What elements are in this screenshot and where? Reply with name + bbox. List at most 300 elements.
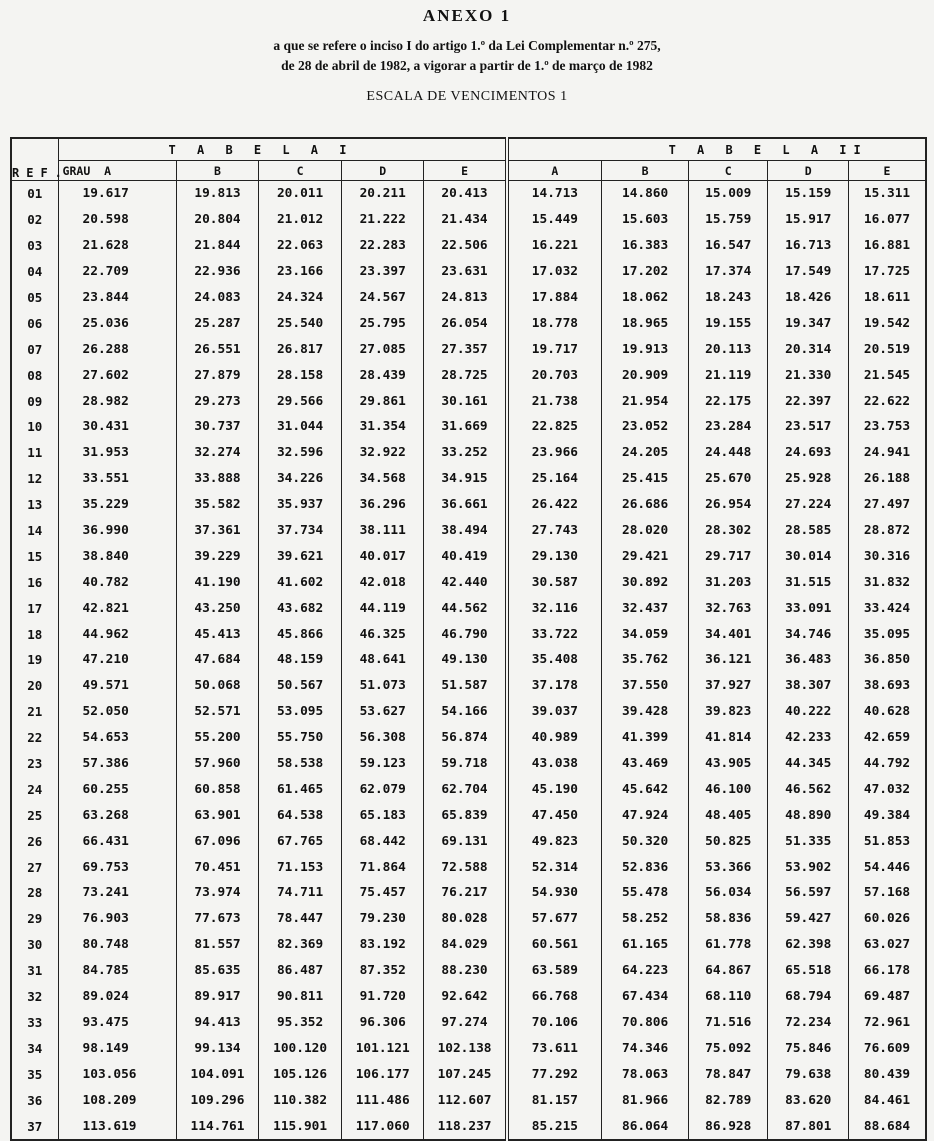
tabela-2-value-cell: 49.384 — [848, 802, 926, 828]
tabela-2-value-cell: 22.825 — [507, 414, 602, 440]
tabela-2-value-cell: 15.449 — [507, 207, 602, 233]
tabela-1-value-cell: 30.161 — [424, 388, 507, 414]
ref-cell: 02 — [11, 207, 58, 233]
tabela-2-value-cell: 61.165 — [602, 932, 689, 958]
tabela-2-value-cell: 54.446 — [848, 854, 926, 880]
tabela-1-value-cell: 109.296 — [176, 1087, 259, 1113]
tabela-1-value-cell: 65.839 — [424, 802, 507, 828]
tabela-2-value-cell: 68.110 — [689, 984, 768, 1010]
tabela-2-value-cell: 32.116 — [507, 595, 602, 621]
tabela-1-value-cell: 56.874 — [424, 725, 507, 751]
salary-table-container — [10, 137, 927, 1134]
tabela-2-value-cell: 17.725 — [848, 259, 926, 285]
grade-e-header: E — [424, 161, 507, 181]
tabela-1-value-cell: 106.177 — [341, 1061, 424, 1087]
tabela-2-value-cell: 18.062 — [602, 285, 689, 311]
tabela-2-value-cell: 29.717 — [689, 543, 768, 569]
tabela-2-value-cell: 33.424 — [848, 595, 926, 621]
ref-cell: 05 — [11, 285, 58, 311]
tabela-1-value-cell: 25.540 — [259, 310, 342, 336]
tabela-1-value-cell: 19.617 — [58, 181, 176, 207]
tabela-1-value-cell: 97.274 — [424, 1010, 507, 1036]
tabela-2-value-cell: 21.545 — [848, 362, 926, 388]
tabela-1-value-cell: 43.682 — [259, 595, 342, 621]
tabela-2-value-cell: 28.020 — [602, 518, 689, 544]
tabela-2-value-cell: 32.437 — [602, 595, 689, 621]
tabela-2-value-cell: 19.542 — [848, 310, 926, 336]
tabela-1-value-cell: 57.386 — [58, 751, 176, 777]
tabela-1-value-cell: 35.937 — [259, 492, 342, 518]
ref-cell: 07 — [11, 336, 58, 362]
tabela-2-value-cell: 15.917 — [768, 207, 849, 233]
tabela-1-value-cell: 21.434 — [424, 207, 507, 233]
tabela-2-value-cell: 45.642 — [602, 776, 689, 802]
tabela-1-value-cell: 76.217 — [424, 880, 507, 906]
table-row — [11, 233, 926, 259]
tabela-1-value-cell: 79.230 — [341, 906, 424, 932]
tabela-1-value-cell: 42.440 — [424, 569, 507, 595]
tabela-1-value-cell: 40.782 — [58, 569, 176, 595]
tabela-2-value-cell: 26.954 — [689, 492, 768, 518]
tabela-1-value-cell: 21.844 — [176, 233, 259, 259]
table-row — [11, 181, 926, 207]
tabela-2-value-cell: 29.421 — [602, 543, 689, 569]
tabela-1-value-cell: 33.888 — [176, 466, 259, 492]
table-row — [11, 725, 926, 751]
tabela-1-value-cell: 69.131 — [424, 828, 507, 854]
tabela-1-value-cell: 105.126 — [259, 1061, 342, 1087]
tabela-1-value-cell: 32.922 — [341, 440, 424, 466]
tabela-2-value-cell: 18.965 — [602, 310, 689, 336]
tabela-1-value-cell: 30.431 — [58, 414, 176, 440]
tabela-2-value-cell: 25.164 — [507, 466, 602, 492]
tabela-2-value-cell: 27.224 — [768, 492, 849, 518]
ref-cell: 01 — [11, 181, 58, 207]
tabela-2-value-cell: 84.461 — [848, 1087, 926, 1113]
tabela-1-value-cell: 44.962 — [58, 621, 176, 647]
tabela-1-value-cell: 88.230 — [424, 958, 507, 984]
tabela-2-value-cell: 14.860 — [602, 181, 689, 207]
ref-cell: 35 — [11, 1061, 58, 1087]
tabela-1-value-cell: 27.085 — [341, 336, 424, 362]
ref-cell: 03 — [11, 233, 58, 259]
tabela-2-value-cell: 78.063 — [602, 1061, 689, 1087]
tabela-2-value-cell: 31.515 — [768, 569, 849, 595]
tabela-1-value-cell: 71.864 — [341, 854, 424, 880]
tabela-2-value-cell: 28.872 — [848, 518, 926, 544]
tabela-1-value-cell: 48.641 — [341, 647, 424, 673]
tabela-1-value-cell: 76.903 — [58, 906, 176, 932]
tabela-2-value-cell: 16.221 — [507, 233, 602, 259]
tabela-2-value-cell: 43.038 — [507, 751, 602, 777]
tabela-2-value-cell: 18.243 — [689, 285, 768, 311]
tabela-1-value-cell: 51.073 — [341, 673, 424, 699]
table-row — [11, 751, 926, 777]
tabela-1-value-cell: 44.119 — [341, 595, 424, 621]
tabela-2-value-cell: 36.850 — [848, 647, 926, 673]
table-row — [11, 310, 926, 336]
tabela-2-value-cell: 86.064 — [602, 1113, 689, 1140]
tabela-1-value-cell: 32.274 — [176, 440, 259, 466]
tabela-1-value-cell: 42.018 — [341, 569, 424, 595]
tabela-2-value-cell: 29.130 — [507, 543, 602, 569]
tabela-1-value-cell: 61.465 — [259, 776, 342, 802]
tabela-1-value-cell: 77.673 — [176, 906, 259, 932]
tabela-1-value-cell: 34.226 — [259, 466, 342, 492]
tabela-1-value-cell: 62.079 — [341, 776, 424, 802]
tabela-2-value-cell: 42.659 — [848, 725, 926, 751]
table-row — [11, 1113, 926, 1140]
grade-b-header-t2: B — [602, 161, 689, 181]
tabela-2-value-cell: 47.032 — [848, 776, 926, 802]
tabela-1-value-cell: 23.397 — [341, 259, 424, 285]
tabela-2-value-cell: 41.399 — [602, 725, 689, 751]
tabela-1-value-cell: 67.096 — [176, 828, 259, 854]
ref-cell: 13 — [11, 492, 58, 518]
table-row — [11, 362, 926, 388]
tabela-2-value-cell: 23.966 — [507, 440, 602, 466]
tabela-2-value-cell: 24.941 — [848, 440, 926, 466]
grade-a-header-t2: A — [507, 161, 602, 181]
tabela-2-value-cell: 35.762 — [602, 647, 689, 673]
tabela-1-value-cell: 55.750 — [259, 725, 342, 751]
tabela-1-value-cell: 73.974 — [176, 880, 259, 906]
tabela-1-value-cell: 85.635 — [176, 958, 259, 984]
tabela-1-value-cell: 112.607 — [424, 1087, 507, 1113]
tabela-1-value-cell: 65.183 — [341, 802, 424, 828]
table-row — [11, 1010, 926, 1036]
tabela-1-value-cell: 31.354 — [341, 414, 424, 440]
tabela-2-value-cell: 72.234 — [768, 1010, 849, 1036]
tabela-2-value-cell: 33.091 — [768, 595, 849, 621]
tabela-2-value-cell: 54.930 — [507, 880, 602, 906]
tabela-2-value-cell: 26.188 — [848, 466, 926, 492]
tabela-2-value-cell: 56.034 — [689, 880, 768, 906]
tabela-1-value-cell: 82.369 — [259, 932, 342, 958]
tabela-2-value-cell: 81.157 — [507, 1087, 602, 1113]
table-row — [11, 906, 926, 932]
tabela-2-value-cell: 76.609 — [848, 1035, 926, 1061]
tabela-2-value-cell: 38.307 — [768, 673, 849, 699]
tabela-2-value-cell: 37.927 — [689, 673, 768, 699]
tabela-1-value-cell: 29.273 — [176, 388, 259, 414]
tabela-1-value-cell: 40.419 — [424, 543, 507, 569]
tabela-1-value-cell: 45.413 — [176, 621, 259, 647]
tabela-2-value-cell: 16.881 — [848, 233, 926, 259]
ref-cell: 19 — [11, 647, 58, 673]
tabela-2-value-cell: 17.374 — [689, 259, 768, 285]
tabela-1-value-cell: 22.936 — [176, 259, 259, 285]
table-row — [11, 699, 926, 725]
tabela-2-value-cell: 40.222 — [768, 699, 849, 725]
tabela-2-value-cell: 68.794 — [768, 984, 849, 1010]
ref-cell: 09 — [11, 388, 58, 414]
tabela-1-value-cell: 68.442 — [341, 828, 424, 854]
tabela-1-value-cell: 86.487 — [259, 958, 342, 984]
tabela-2-value-cell: 58.836 — [689, 906, 768, 932]
tabela-1-value-cell: 50.068 — [176, 673, 259, 699]
ref-cell: 08 — [11, 362, 58, 388]
tabela-1-value-cell: 26.054 — [424, 310, 507, 336]
tabela-1-value-cell: 59.123 — [341, 751, 424, 777]
tabela-2-value-cell: 36.483 — [768, 647, 849, 673]
tabela-2-value-cell: 65.518 — [768, 958, 849, 984]
tabela-2-value-cell: 19.155 — [689, 310, 768, 336]
tabela-1-value-cell: 118.237 — [424, 1113, 507, 1140]
table-row — [11, 466, 926, 492]
tabela-1-value-cell: 20.804 — [176, 207, 259, 233]
tabela-1-value-cell: 27.602 — [58, 362, 176, 388]
tabela-1-value-cell: 60.858 — [176, 776, 259, 802]
tabela-2-value-cell: 18.426 — [768, 285, 849, 311]
tabela-2-value-cell: 28.585 — [768, 518, 849, 544]
tabela-1-value-cell: 60.255 — [58, 776, 176, 802]
tabela-1-value-cell: 117.060 — [341, 1113, 424, 1140]
table-row — [11, 776, 926, 802]
ref-column-header: REF. — [11, 138, 58, 181]
tabela-1-value-cell: 28.725 — [424, 362, 507, 388]
table-row — [11, 880, 926, 906]
ref-cell: 14 — [11, 518, 58, 544]
tabela-1-value-cell: 64.538 — [259, 802, 342, 828]
tabela-2-value-cell: 77.292 — [507, 1061, 602, 1087]
tabela-1-value-cell: 80.748 — [58, 932, 176, 958]
ref-cell: 16 — [11, 569, 58, 595]
tabela-1-value-cell: 37.361 — [176, 518, 259, 544]
ref-cell: 17 — [11, 595, 58, 621]
tabela-1-value-cell: 84.785 — [58, 958, 176, 984]
ref-cell: 21 — [11, 699, 58, 725]
tabela-2-value-cell: 25.928 — [768, 466, 849, 492]
tabela-2-value-cell: 73.611 — [507, 1035, 602, 1061]
tabela-2-value-cell: 17.549 — [768, 259, 849, 285]
ref-cell: 12 — [11, 466, 58, 492]
tabela-1-value-cell: 32.596 — [259, 440, 342, 466]
table-row — [11, 854, 926, 880]
tabela-2-value-cell: 37.550 — [602, 673, 689, 699]
tabela-2-value-cell: 46.562 — [768, 776, 849, 802]
tabela-2-value-cell: 17.202 — [602, 259, 689, 285]
tabela-1-value-cell: 36.661 — [424, 492, 507, 518]
tabela-2-value-cell: 19.717 — [507, 336, 602, 362]
tabela-1-value-cell: 21.012 — [259, 207, 342, 233]
tabela-1-value-cell: 67.765 — [259, 828, 342, 854]
table-row — [11, 285, 926, 311]
tabela-2-value-cell: 21.954 — [602, 388, 689, 414]
ref-cell: 26 — [11, 828, 58, 854]
tabela-2-value-cell: 50.320 — [602, 828, 689, 854]
tabela-2-value-cell: 21.119 — [689, 362, 768, 388]
tabela-2-value-cell: 23.753 — [848, 414, 926, 440]
tabela-1-value-cell: 24.324 — [259, 285, 342, 311]
tabela-1-value-cell: 107.245 — [424, 1061, 507, 1087]
tabela-2-value-cell: 16.383 — [602, 233, 689, 259]
tabela-1-value-cell: 81.557 — [176, 932, 259, 958]
tabela-2-value-cell: 22.622 — [848, 388, 926, 414]
tabela-1-value-cell: 47.210 — [58, 647, 176, 673]
tabela-2-value-cell: 56.597 — [768, 880, 849, 906]
tabela-1-value-cell: 48.159 — [259, 647, 342, 673]
tabela-2-value-cell: 81.966 — [602, 1087, 689, 1113]
tabela-2-value-cell: 38.693 — [848, 673, 926, 699]
tabela-1-value-cell: 36.990 — [58, 518, 176, 544]
tabela-2-value-cell: 16.547 — [689, 233, 768, 259]
tabela-1-value-cell: 93.475 — [58, 1010, 176, 1036]
tabela-2-value-cell: 80.439 — [848, 1061, 926, 1087]
tabela-1-value-cell: 51.587 — [424, 673, 507, 699]
tabela-2-value-cell: 15.759 — [689, 207, 768, 233]
tabela-2-value-cell: 15.159 — [768, 181, 849, 207]
tabela-1-value-cell: 21.222 — [341, 207, 424, 233]
tabela-2-value-cell: 47.924 — [602, 802, 689, 828]
tabela-1-value-cell: 52.571 — [176, 699, 259, 725]
tabela-1-value-cell: 56.308 — [341, 725, 424, 751]
tabela-2-value-cell: 51.335 — [768, 828, 849, 854]
tabela-1-value-cell: 49.130 — [424, 647, 507, 673]
tabela-2-value-cell: 42.233 — [768, 725, 849, 751]
tabela-2-value-cell: 19.347 — [768, 310, 849, 336]
tabela-1-value-cell: 92.642 — [424, 984, 507, 1010]
tabela-2-value-cell: 30.892 — [602, 569, 689, 595]
grade-b-header: B — [176, 161, 259, 181]
table-row — [11, 1035, 926, 1061]
tabela-1-value-cell: 69.753 — [58, 854, 176, 880]
tabela-2-value-cell: 23.284 — [689, 414, 768, 440]
tabela-1-value-cell: 113.619 — [58, 1113, 176, 1140]
ref-cell: 36 — [11, 1087, 58, 1113]
tabela-2-value-cell: 23.052 — [602, 414, 689, 440]
tabela-1-value-cell: 23.844 — [58, 285, 176, 311]
table-row — [11, 388, 926, 414]
table-row — [11, 259, 926, 285]
tabela-1-value-cell: 99.134 — [176, 1035, 259, 1061]
tabela-2-value-cell: 71.516 — [689, 1010, 768, 1036]
tabela-1-value-cell: 104.091 — [176, 1061, 259, 1087]
tabela-1-value-cell: 29.566 — [259, 388, 342, 414]
tabela-1-value-cell: 22.063 — [259, 233, 342, 259]
tabela-2-value-cell: 66.768 — [507, 984, 602, 1010]
tabela-2-value-cell: 18.611 — [848, 285, 926, 311]
grade-d-header: D — [341, 161, 424, 181]
tabela-1-value-cell: 91.720 — [341, 984, 424, 1010]
tabela-1-value-cell: 58.538 — [259, 751, 342, 777]
tabela-1-value-cell: 42.821 — [58, 595, 176, 621]
tabela-1-value-cell: 23.166 — [259, 259, 342, 285]
tabela-2-value-cell: 75.092 — [689, 1035, 768, 1061]
tabela-2-value-cell: 15.009 — [689, 181, 768, 207]
tabela-2-value-cell: 15.311 — [848, 181, 926, 207]
tabela-1-value-cell: 59.718 — [424, 751, 507, 777]
ref-cell: 28 — [11, 880, 58, 906]
tabela-2-value-cell: 31.203 — [689, 569, 768, 595]
tabela-1-value-cell: 39.621 — [259, 543, 342, 569]
tabela-1-value-cell: 71.153 — [259, 854, 342, 880]
table-row — [11, 1087, 926, 1113]
tabela-1-value-cell: 115.901 — [259, 1113, 342, 1140]
tabela-2-value-cell: 30.014 — [768, 543, 849, 569]
tabela-1-value-cell: 25.036 — [58, 310, 176, 336]
tabela-1-value-cell: 24.813 — [424, 285, 507, 311]
tabela-1-value-cell: 41.190 — [176, 569, 259, 595]
tabela-2-value-cell: 18.778 — [507, 310, 602, 336]
tabela-2-value-cell: 62.398 — [768, 932, 849, 958]
tabela-1-value-cell: 75.457 — [341, 880, 424, 906]
tabela-1-value-cell: 31.669 — [424, 414, 507, 440]
tabela-2-value-cell: 87.801 — [768, 1113, 849, 1140]
tabela-1-value-cell: 35.229 — [58, 492, 176, 518]
tabela-2-value-cell: 39.428 — [602, 699, 689, 725]
tabela-1-value-cell: 87.352 — [341, 958, 424, 984]
tabela-1-value-cell: 40.017 — [341, 543, 424, 569]
tabela-2-value-cell: 20.113 — [689, 336, 768, 362]
tabela-2-value-cell: 47.450 — [507, 802, 602, 828]
ref-cell: 11 — [11, 440, 58, 466]
tabela-2-value-cell: 49.823 — [507, 828, 602, 854]
tabela-1-value-cell: 22.283 — [341, 233, 424, 259]
tabela-2-value-cell: 46.100 — [689, 776, 768, 802]
tabela-1-value-cell: 33.551 — [58, 466, 176, 492]
tabela-2-value-cell: 39.037 — [507, 699, 602, 725]
tabela-2-value-cell: 36.121 — [689, 647, 768, 673]
tabela-2-value-cell: 22.397 — [768, 388, 849, 414]
grade-a: A — [104, 163, 112, 178]
tabela-2-value-cell: 20.519 — [848, 336, 926, 362]
tabela-1-value-cell: 95.352 — [259, 1010, 342, 1036]
tabela-1-value-cell: 110.382 — [259, 1087, 342, 1113]
tabela-1-value-cell: 70.451 — [176, 854, 259, 880]
tabela-1-value-cell: 72.588 — [424, 854, 507, 880]
tabela-1-value-cell: 37.734 — [259, 518, 342, 544]
tabela-1-value-cell: 38.111 — [341, 518, 424, 544]
tabela-1-value-cell: 66.431 — [58, 828, 176, 854]
tabela-2-value-cell: 44.792 — [848, 751, 926, 777]
tabela-2-value-cell: 21.738 — [507, 388, 602, 414]
tabela-2-value-cell: 52.836 — [602, 854, 689, 880]
tabela-2-value-cell: 25.670 — [689, 466, 768, 492]
grade-a-header — [58, 161, 176, 181]
tabela-1-value-cell: 36.296 — [341, 492, 424, 518]
tabela-2-value-cell: 20.703 — [507, 362, 602, 388]
tabela-2-value-cell: 20.314 — [768, 336, 849, 362]
tabela-2-value-cell: 34.059 — [602, 621, 689, 647]
tabela-2-value-cell: 24.205 — [602, 440, 689, 466]
tabela-2-value-cell: 43.905 — [689, 751, 768, 777]
tabela-1-value-cell: 73.241 — [58, 880, 176, 906]
tabela-1-value-cell: 34.915 — [424, 466, 507, 492]
tabela-2-value-cell: 53.366 — [689, 854, 768, 880]
tabela-1-value-cell: 57.960 — [176, 751, 259, 777]
tabela-2-value-cell: 53.902 — [768, 854, 849, 880]
ref-cell: 15 — [11, 543, 58, 569]
tabela-1-value-cell: 63.268 — [58, 802, 176, 828]
ref-cell: 23 — [11, 751, 58, 777]
tabela-2-value-cell: 37.178 — [507, 673, 602, 699]
tabela-1-value-cell: 53.627 — [341, 699, 424, 725]
table-row — [11, 414, 926, 440]
tabela-2-value-cell: 19.913 — [602, 336, 689, 362]
table-row — [11, 440, 926, 466]
tabela-2-value-cell: 79.638 — [768, 1061, 849, 1087]
table-title-row — [11, 138, 926, 161]
tabela-2-value-cell: 59.427 — [768, 906, 849, 932]
tabela-1-value-cell: 74.711 — [259, 880, 342, 906]
tabela-2-value-cell: 52.314 — [507, 854, 602, 880]
legal-reference-line-2: de 28 de abril de 1982, a vigorar a partir de 1.º de março de 1982 — [281, 58, 653, 73]
tabela-2-value-cell: 17.032 — [507, 259, 602, 285]
table-row — [11, 984, 926, 1010]
tabela-2-value-cell: 34.401 — [689, 621, 768, 647]
tabela-2-value-cell: 55.478 — [602, 880, 689, 906]
